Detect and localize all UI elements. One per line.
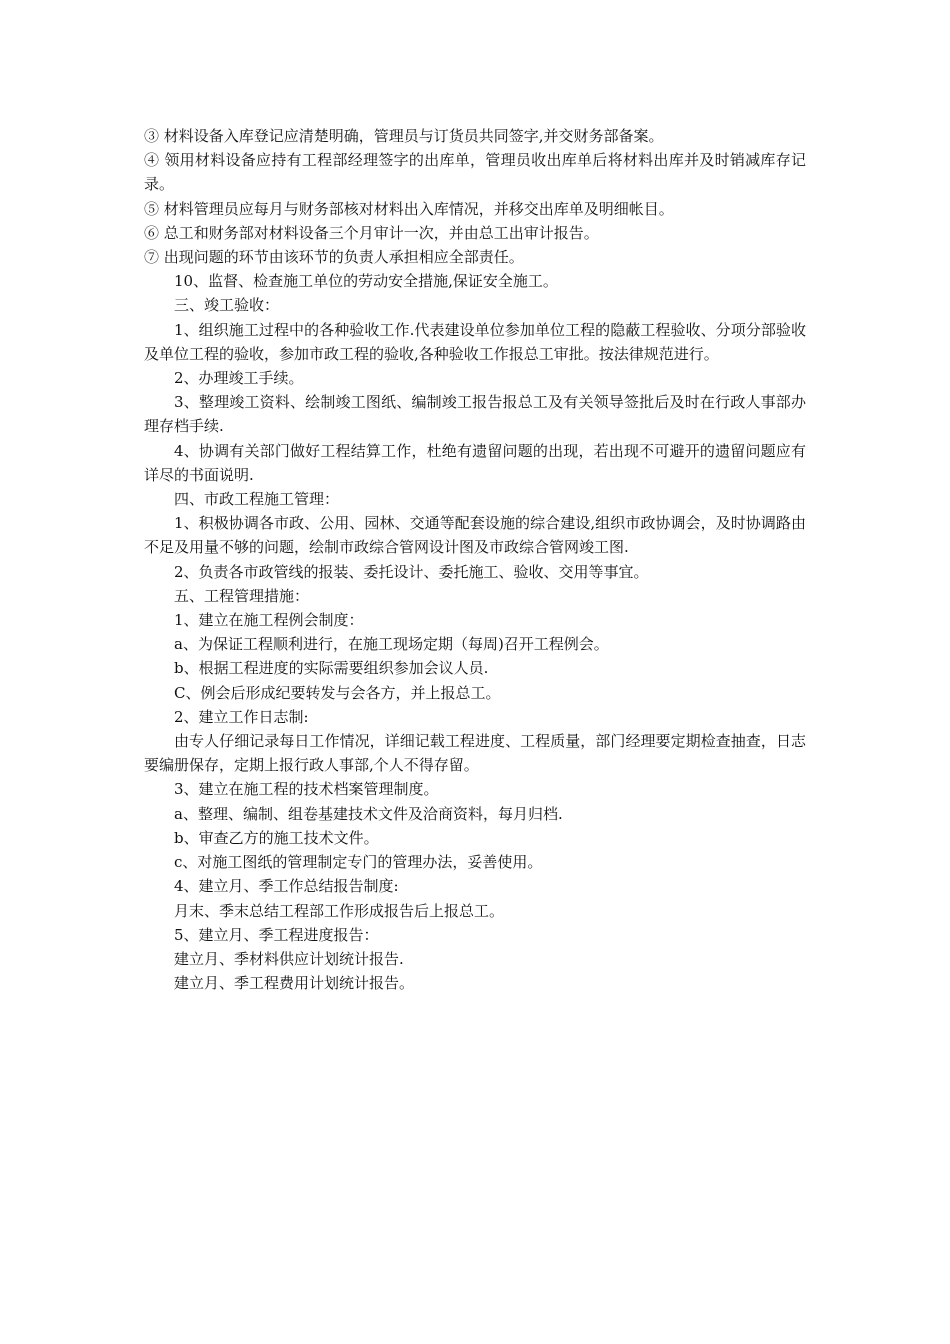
section-heading: 四、市政工程施工管理： — [174, 490, 340, 509]
paragraph: ⑥ 总工和财务部对材料设备三个月审计一次，并由总工出审计报告。 — [144, 223, 599, 242]
paragraph: 2、办理竣工手续。 — [174, 369, 304, 388]
paragraph: ⑦ 出现问题的环节由该环节的负责人承担相应全部责任。 — [144, 248, 524, 267]
paragraph: ⑤ 材料管理员应每月与财务部核对材料出入库情况，并移交出库单及明细帐目。 — [144, 199, 674, 218]
section-heading: 三、竣工验收： — [174, 296, 280, 315]
paragraph: 2、建立工作日志制: — [174, 707, 309, 726]
paragraph: 10、监督、检查施工单位的劳动安全措施,保证安全施工。 — [174, 272, 558, 291]
paragraph: a、为保证工程顺利进行，在施工现场定期（每周)召开工程例会。 — [174, 635, 609, 654]
paragraph: 4、建立月、季工作总结报告制度: — [174, 877, 399, 896]
section-heading: 五、工程管理措施： — [174, 586, 310, 605]
paragraph: 5、建立月、季工程进度报告： — [174, 925, 379, 944]
paragraph: 2、负责各市政管线的报装、委托设计、委托施工、验收、交用等事宜。 — [174, 562, 649, 581]
paragraph: 1、建立在施工程例会制度： — [174, 611, 364, 630]
paragraph: c、对施工图纸的管理制定专门的管理办法，妥善使用。 — [174, 853, 543, 872]
paragraph: 建立月、季工程费用计划统计报告。 — [174, 974, 415, 993]
paragraph: b、审查乙方的施工技术文件。 — [174, 828, 379, 847]
paragraph: 3、整理竣工资料、绘制竣工图纸、编制竣工报告报总工及有关领导签批后及时在行政人事部办理存档手续. — [144, 393, 806, 436]
paragraph: ④ 领用材料设备应持有工程部经理签字的出库单，管理员收出库单后将材料出库并及时销减库存记录。 — [144, 151, 806, 194]
paragraph: a、整理、编制、组卷基建技术文件及洽商资料，每月归档. — [174, 804, 563, 823]
paragraph: ③ 材料设备入库登记应清楚明确，管理员与订货员共同签字,并交财务部备案。 — [144, 127, 664, 145]
paragraph: 1、组织施工过程中的各种验收工作.代表建设单位参加单位工程的隐蔽工程验收、分项分部验收及单位工程的验收，参加市政工程的验收,各种验收工作报总工审批。按法律规范进行。 — [144, 320, 806, 363]
paragraph: 由专人仔细记录每日工作情况，详细记载工程进度、工程质量，部门经理要定期检查抽查，日志要编册保存，定期上报行政人事部,个人不得存留。 — [144, 732, 806, 775]
document-body — [144, 124, 806, 995]
paragraph: 3、建立在施工程的技术档案管理制度。 — [174, 780, 439, 799]
paragraph: b、根据工程进度的实际需要组织参加会议人员. — [174, 659, 489, 678]
paragraph: 月末、季末总结工程部工作形成报告后上报总工。 — [174, 901, 505, 920]
paragraph: 建立月、季材料供应计划统计报告. — [174, 949, 404, 968]
paragraph: 1、积极协调各市政、公用、园林、交通等配套设施的综合建设,组织市政协调会，及时协调路由不足及用量不够的问题，绘制市政综合管网设计图及市政综合管网竣工图. — [144, 514, 806, 557]
paragraph: C、例会后形成纪要转发与会各方，并上报总工。 — [174, 683, 501, 702]
paragraph: 4、协调有关部门做好工程结算工作，杜绝有遗留问题的出现，若出现不可避开的遗留问题应有详尽的书面说明. — [144, 441, 806, 484]
